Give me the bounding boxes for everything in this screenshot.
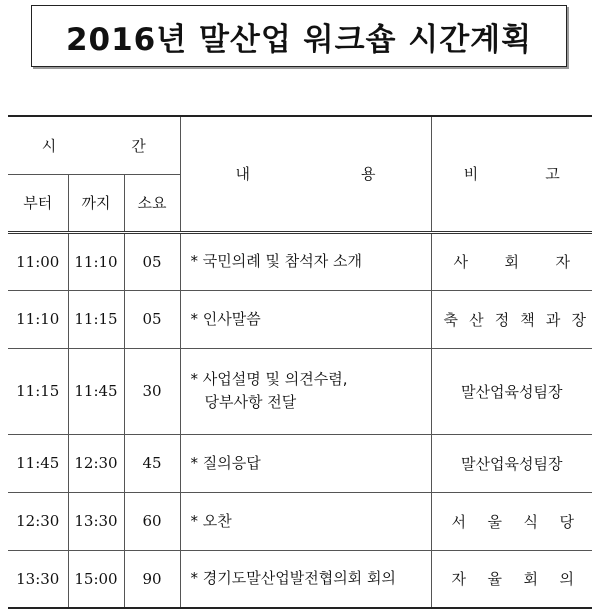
table-row	[8, 232, 592, 290]
note-char: 사	[453, 253, 469, 271]
table-row	[8, 348, 592, 434]
content	[180, 348, 431, 434]
note-char: 장	[571, 310, 586, 329]
start-time: 13:30	[8, 550, 68, 608]
start-time: 11:00	[8, 232, 68, 290]
note: 말산업육성팀장	[431, 348, 592, 434]
note	[431, 492, 592, 550]
note-char: 자	[555, 253, 571, 271]
table-row	[8, 492, 592, 550]
end-time: 11:10	[68, 232, 124, 290]
duration: 05	[124, 290, 180, 348]
start-time: 11:45	[8, 434, 68, 492]
note	[431, 232, 592, 290]
note: 말산업육성팀장	[431, 434, 592, 492]
content-line: * 사업설명 및 의견수렴,	[190, 370, 348, 388]
start-time: 11:10	[8, 290, 68, 348]
note-header-label-1: 비	[463, 165, 479, 184]
content-line: * 질의응답	[190, 453, 261, 472]
note	[431, 550, 592, 608]
content-header-label-1: 내	[235, 165, 251, 184]
content	[180, 290, 431, 348]
content-line: 당부사항 전달	[204, 393, 297, 411]
note-char: 의	[559, 570, 575, 589]
note-char: 자	[451, 570, 467, 589]
content-line: * 경기도말산업발전협의회 회의	[190, 569, 396, 588]
content-header-label-2: 용	[361, 165, 376, 184]
content-line: * 인사말씀	[190, 309, 261, 328]
time-group-label-2: 간	[131, 136, 146, 155]
duration: 60	[124, 492, 180, 550]
duration: 30	[124, 348, 180, 434]
duration: 45	[124, 434, 180, 492]
duration: 90	[124, 550, 180, 608]
note-header-label-2: 고	[545, 165, 560, 184]
note-char: 정	[494, 310, 510, 329]
start-header: 부터	[8, 174, 68, 232]
note	[431, 290, 592, 348]
start-time: 12:30	[8, 492, 68, 550]
end-time: 12:30	[68, 434, 124, 492]
schedule-table	[8, 115, 592, 609]
note-char: 책	[520, 310, 535, 329]
time-group-header	[8, 116, 180, 174]
header-row	[8, 116, 592, 174]
duration-header: 소요	[124, 174, 180, 232]
table-row	[8, 290, 592, 348]
end-time: 15:00	[68, 550, 124, 608]
note-char: 과	[545, 310, 561, 329]
end-time: 11:15	[68, 290, 124, 348]
end-header: 까지	[68, 174, 124, 232]
end-time: 11:45	[68, 348, 124, 434]
note-char: 율	[487, 570, 503, 589]
start-time: 11:15	[8, 348, 68, 434]
document-title: 2016년 말산업 워크숍 시간계획	[65, 21, 533, 58]
table-row	[8, 550, 592, 608]
end-time: 13:30	[68, 492, 124, 550]
note-header	[431, 116, 592, 232]
title-box	[31, 5, 567, 67]
note-char: 산	[469, 310, 484, 329]
content-line: * 오찬	[190, 511, 232, 530]
content	[180, 232, 431, 290]
time-group-label-1: 시	[41, 136, 57, 155]
note-char: 축	[443, 310, 459, 329]
note-char: 울	[487, 512, 503, 531]
content	[180, 434, 431, 492]
content-line: * 국민의례 및 참석자 소개	[190, 252, 362, 270]
content	[180, 492, 431, 550]
note-char: 당	[559, 512, 575, 531]
table-row	[8, 434, 592, 492]
content	[180, 550, 431, 608]
duration: 05	[124, 232, 180, 290]
content-header	[180, 116, 431, 232]
note-char: 서	[451, 512, 467, 531]
note-char: 식	[523, 512, 539, 531]
note-char: 회	[504, 253, 520, 271]
note-char: 회	[523, 570, 539, 589]
